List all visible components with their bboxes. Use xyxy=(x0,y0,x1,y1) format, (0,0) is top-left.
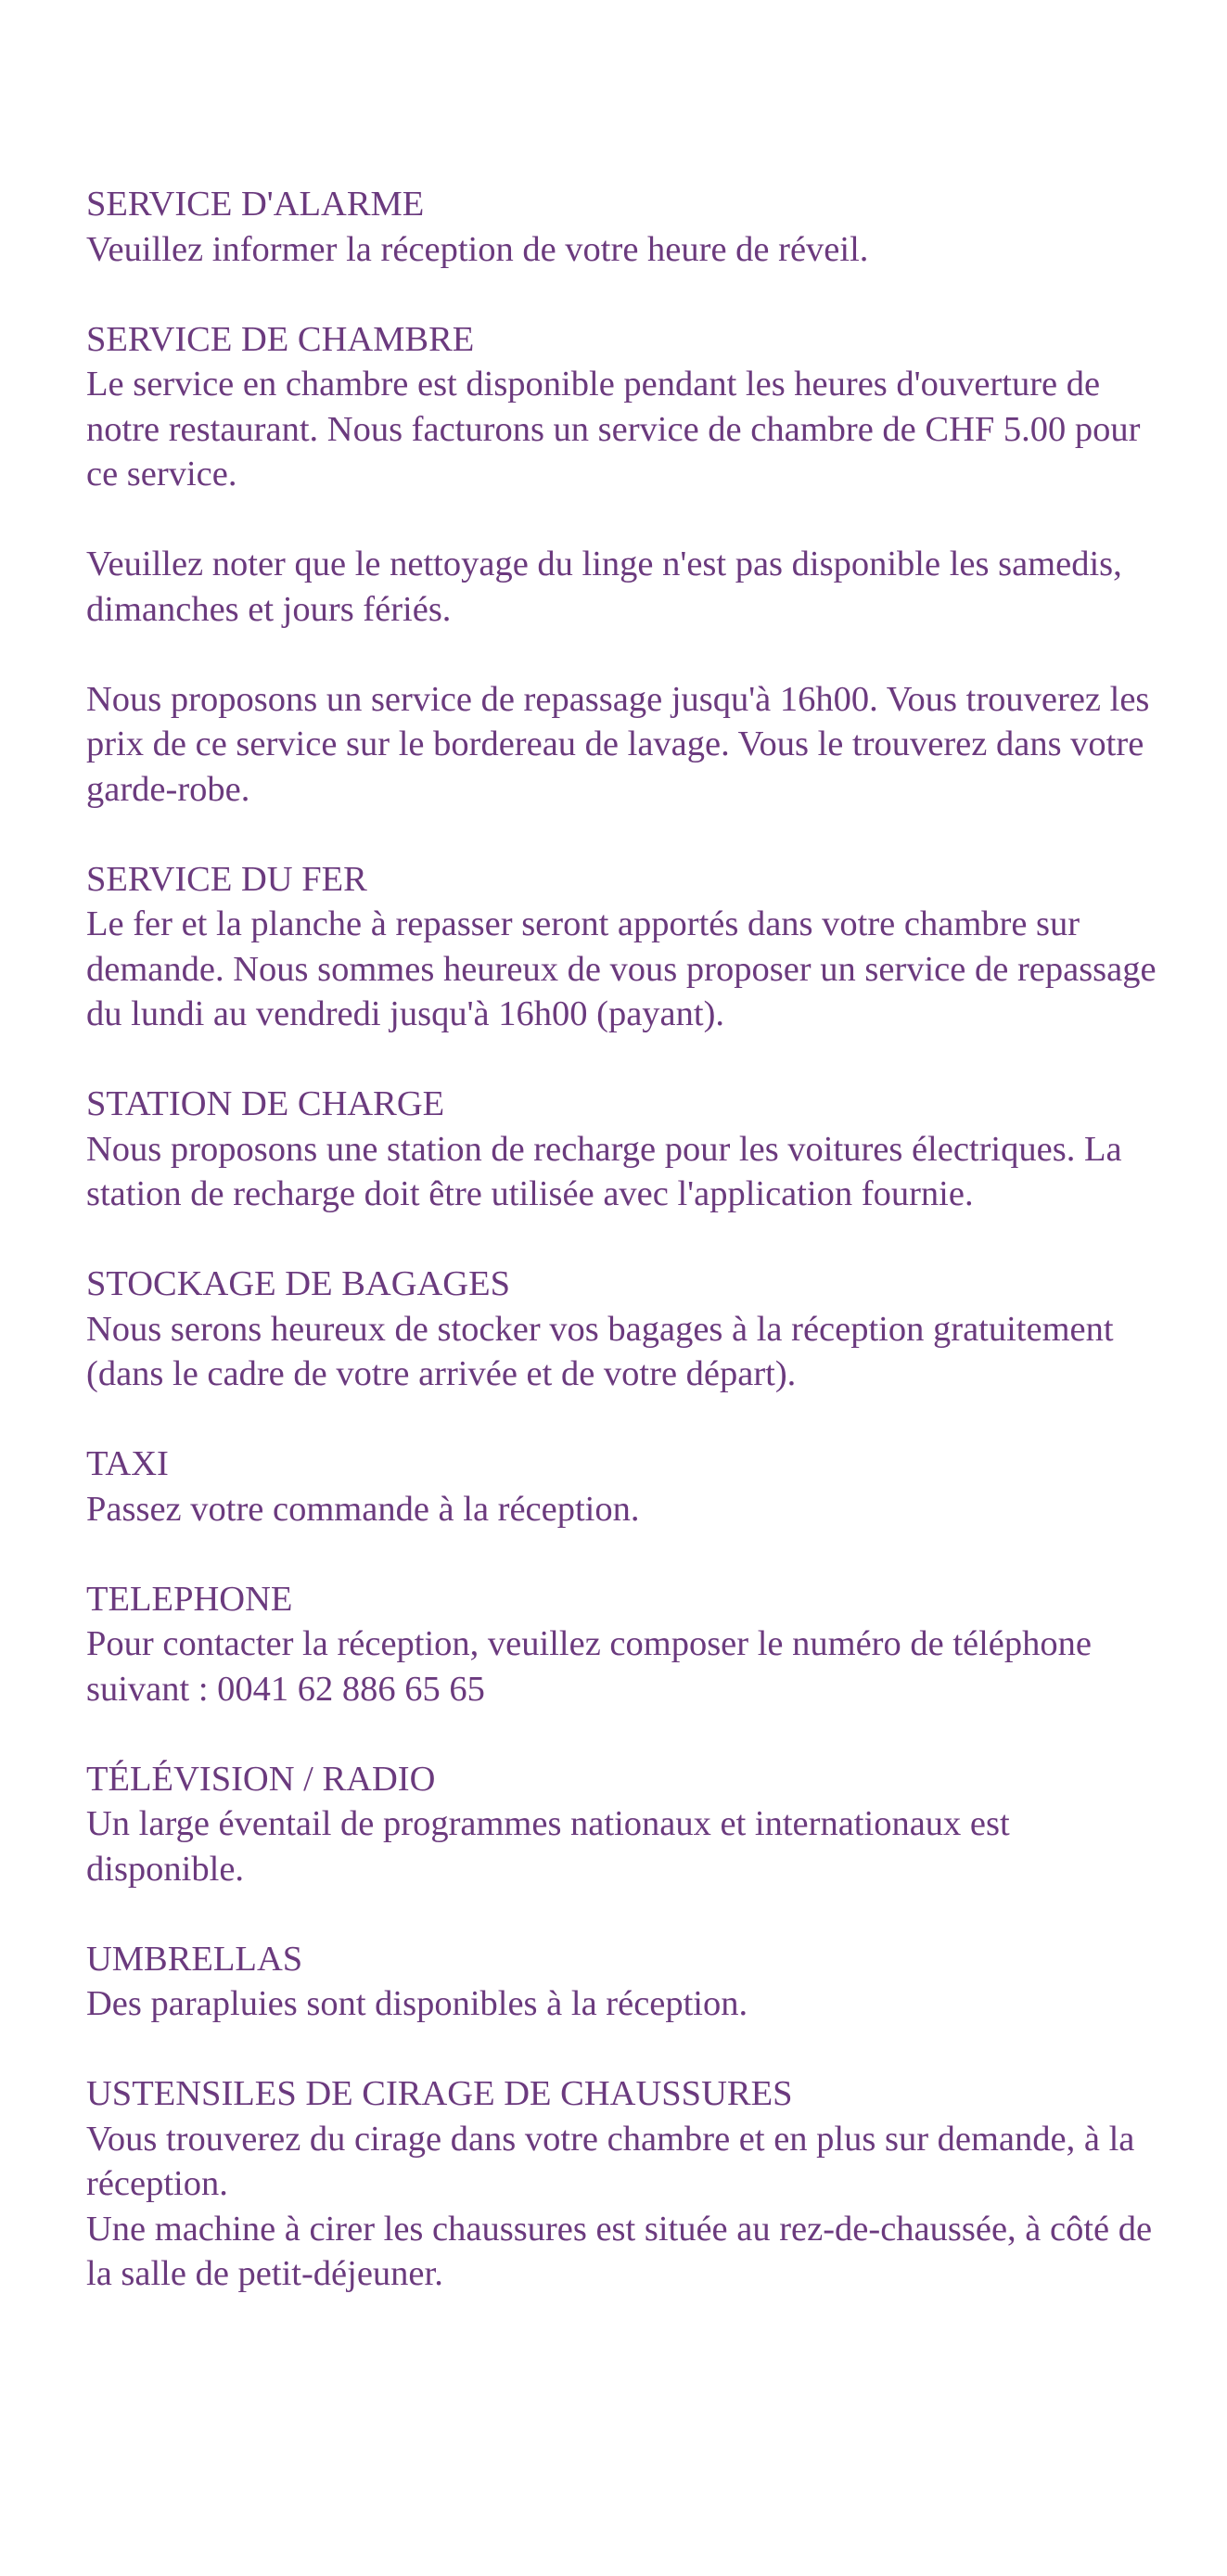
section-service-chambre xyxy=(86,317,1162,497)
section-text: Une machine à cirer les chaussures est située au rez-de-chaussée, à côté de la salle de petit-déjeuner. xyxy=(86,2209,1153,2293)
section-text: Vous trouverez du cirage dans votre chambre et en plus sur demande, à la réception. xyxy=(86,2119,1135,2203)
section-heading: TELEPHONE xyxy=(86,1579,293,1619)
section-repassage-note xyxy=(86,677,1162,813)
section-heading: SERVICE DU FER xyxy=(86,859,367,899)
section-text: Veuillez informer la réception de votre heure de réveil. xyxy=(86,229,869,269)
section-text: Nous proposons une station de recharge pour les voitures électriques. La station de recharge doit être utilisée avec l'application fournie. xyxy=(86,1129,1122,1213)
section-text: Nous proposons un service de repassage jusqu'à 16h00. Vous trouverez les prix de ce service sur le bordereau de lavage. Vous le trouverez dans votre garde-robe. xyxy=(86,679,1150,809)
section-heading: SERVICE DE CHAMBRE xyxy=(86,319,475,359)
section-umbrellas xyxy=(86,1937,1162,2027)
section-text: Des parapluies sont disponibles à la réception. xyxy=(86,1984,748,2023)
section-heading: SERVICE D'ALARME xyxy=(86,185,425,224)
section-stockage-bagages xyxy=(86,1262,1162,1397)
section-text: Passez votre commande à la réception. xyxy=(86,1489,640,1529)
section-service-alarme xyxy=(86,182,1162,272)
section-heading: USTENSILES DE CIRAGE DE CHAUSSURES xyxy=(86,2074,793,2113)
document-page xyxy=(86,182,1162,2341)
section-heading: STOCKAGE DE BAGAGES xyxy=(86,1264,511,1303)
section-ustensiles-cirage xyxy=(86,2071,1162,2297)
section-text: Nous serons heureux de stocker vos bagages à la réception gratuitement (dans le cadre de votre arrivée et de votre départ). xyxy=(86,1309,1114,1393)
section-linge-note xyxy=(86,542,1162,632)
section-station-charge xyxy=(86,1082,1162,1217)
section-text: Un large éventail de programmes nationaux et internationaux est disponible. xyxy=(86,1804,1010,1889)
section-text: Pour contacter la réception, veuillez composer le numéro de téléphone suivant : 0041 62 886 65 65 xyxy=(86,1624,1092,1709)
section-heading: TÉLÉVISION / RADIO xyxy=(86,1759,436,1799)
section-heading: STATION DE CHARGE xyxy=(86,1084,445,1123)
section-heading: TAXI xyxy=(86,1444,169,1483)
section-text: Le fer et la planche à repasser seront apportés dans votre chambre sur demande. Nous sommes heureux de vous proposer un service de repassage du lundi au vendredi jusqu'à 16h00 (payant). xyxy=(86,904,1157,1033)
section-television-radio xyxy=(86,1757,1162,1892)
section-text: Veuillez noter que le nettoyage du linge n'est pas disponible les samedis, dimanches et jours fériés. xyxy=(86,545,1122,629)
section-service-fer xyxy=(86,857,1162,1037)
section-heading: UMBRELLAS xyxy=(86,1939,303,1979)
section-taxi xyxy=(86,1442,1162,1532)
section-text: Le service en chambre est disponible pendant les heures d'ouverture de notre restaurant. Nous facturons un service de chambre de CHF 5.00 pour ce service. xyxy=(86,365,1141,493)
section-telephone xyxy=(86,1577,1162,1712)
